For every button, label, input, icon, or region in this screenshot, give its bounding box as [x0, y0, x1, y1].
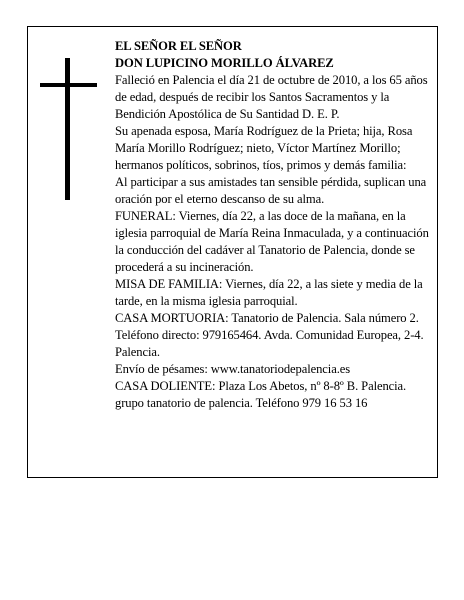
family-list: Su apenada esposa, María Rodríguez de la Prieta; hija, Rosa María Morillo Rodríguez; nieto, Víctor Martínez Morillo; hermanos políticos, sobrinos, tíos, primos y demás familia: — [115, 124, 413, 172]
family-mass-details: MISA DE FAMILIA: Viernes, día 22, a las siete y media de la tarde, en la misma iglesia parroquial. — [115, 277, 423, 308]
obituary-notice — [27, 26, 438, 478]
cross-horizontal-bar — [40, 83, 97, 87]
death-announcement: Falleció en Palencia el día 21 de octubre de 2010, a los 65 años de edad, después de recibir los Santos Sacramentos y la Bendición Apostólica de Su Santidad D. E. P. — [115, 73, 428, 121]
mourning-house-address: CASA DOLIENTE: Plaza Los Abetos, nº 8-8º B. Palencia. — [115, 379, 407, 393]
prayer-request: Al participar a sus amistades tan sensible pérdida, suplican una oración por el eterno descanso de su alma. — [115, 175, 427, 206]
funeral-home-contact: grupo tanatorio de palencia. Teléfono 979 16 53 16 — [115, 396, 368, 410]
mortuary-details: CASA MORTUORIA: Tanatorio de Palencia. Sala número 2. Teléfono directo: 979165464. Avda. Comunidad Europea, 2-4. Palencia. — [115, 311, 424, 359]
notice-text — [115, 38, 430, 412]
deceased-name: DON LUPICINO MORILLO ÁLVAREZ — [115, 56, 334, 70]
condolences-website: Envío de pésames: www.tanatoriodepalencia.es — [115, 362, 351, 376]
heading-line-1: EL SEÑOR EL SEÑOR — [115, 39, 242, 53]
cross-vertical-bar — [65, 58, 70, 200]
funeral-details: FUNERAL: Viernes, día 22, a las doce de la mañana, en la iglesia parroquial de María Reina Inmaculada, y a continuación la conducción del cadáver al Tanatorio de Palencia, donde se procederá a su incineración. — [115, 209, 429, 274]
